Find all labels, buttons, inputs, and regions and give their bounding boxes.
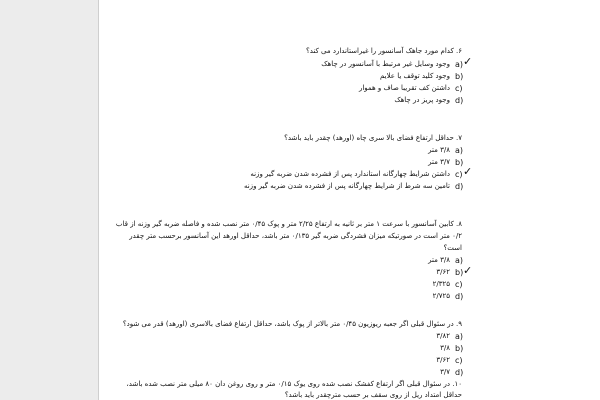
question-8-text: ۸. کابین آسانسور با سرعت ۱ متر بر ثانیه به ارتفاع ۲/۲۵ متر و پوک ۰/۴۵ متر نصب شده و فاصله ضربه گیر وزنه از قاب — [115, 220, 462, 228]
option-letter: a) — [455, 146, 464, 155]
option-text: وجود وسایل غیر مرتبط با آسانسور در چاهک — [321, 60, 450, 68]
question-7-text: ۷. حداقل ارتفاع فضای بالا سری چاه (اورهد) چقدر باید باشد؟ — [284, 134, 462, 142]
option-text: ۳/۸ — [440, 344, 450, 352]
option-text: ۳/۸ متر — [428, 146, 450, 154]
option-letter: c) — [455, 170, 463, 179]
question-9-text: ۹. در سئوال قبلی اگر جعبه ریوزیون ۰/۴۵ متر بالاتر از پوک باشد، حداقل ارتفاع فضای بالاسری (اورهد) قدر می شود؟ — [122, 320, 462, 328]
option-text: داشتن شرایط چهارگانه استاندارد پس از فشرده شدن ضربه گیر وزنه — [250, 170, 450, 178]
option-letter: b) — [455, 72, 464, 81]
option-text: وجود کلید توقف یا علایم — [380, 72, 450, 80]
check-mark-icon: ✓ — [463, 264, 473, 277]
question-8-text: است؟ — [443, 244, 462, 252]
option-letter: b) — [455, 344, 464, 353]
option-letter: d) — [455, 292, 464, 301]
option-text: تامین سه شرط از شرایط چهارگانه پس از فشرده شدن ضربه گیر وزنه — [243, 182, 450, 190]
option-letter: c) — [455, 280, 463, 289]
question-10-text: حداقل امتداد ریل از روی سقف بر حسب مترچقدر باید باشد؟ — [284, 391, 462, 399]
check-mark-icon: ✓ — [463, 55, 473, 68]
option-letter: b) — [455, 268, 464, 277]
option-letter: b) — [455, 158, 464, 167]
option-letter: d) — [455, 368, 464, 377]
option-letter: c) — [455, 356, 463, 365]
question-10-text: ۱۰. در سئوال قبلی اگر ارتفاع کفشک نصب شده روی یوک ۰/۱۵ متر و روی روغن دان ۸۰ میلی متر نصب شده باشد، — [126, 380, 462, 388]
option-text: وجود پریز در چاهک — [394, 96, 450, 104]
option-letter: c) — [455, 84, 463, 93]
option-text: ۳/۸ متر — [428, 256, 450, 264]
page-edge — [98, 0, 99, 400]
option-text: ۳/۸۲ — [436, 332, 450, 340]
option-text: ۲/۳۲۵ — [432, 280, 450, 288]
question-8-text: ۰/۲ متر است در صورتیکه میزان فشردگی ضربه گیر ۰/۱۳۵ متر باشد، حداقل اورهد این آسانسور برحسب متر چقدر — [129, 232, 462, 240]
option-letter: a) — [455, 256, 464, 265]
option-text: ۳/۷ متر — [428, 158, 450, 166]
option-text: ۳/۶۲ — [436, 268, 450, 276]
option-letter: d) — [455, 96, 464, 105]
check-mark-icon: ✓ — [463, 165, 473, 178]
option-text: داشتن کف تقریبا صاف و هموار — [358, 84, 450, 92]
option-text: ۳/۷ — [440, 368, 450, 376]
question-6-text: ۶. کدام مورد جاهک آسانسور را غیراستاندارد می کند؟ — [306, 47, 462, 55]
option-letter: a) — [455, 60, 464, 69]
option-letter: d) — [455, 182, 464, 191]
option-letter: a) — [455, 332, 464, 341]
option-text: ۳/۶۲ — [436, 356, 450, 364]
option-text: ۲/۷۲۵ — [432, 292, 450, 300]
